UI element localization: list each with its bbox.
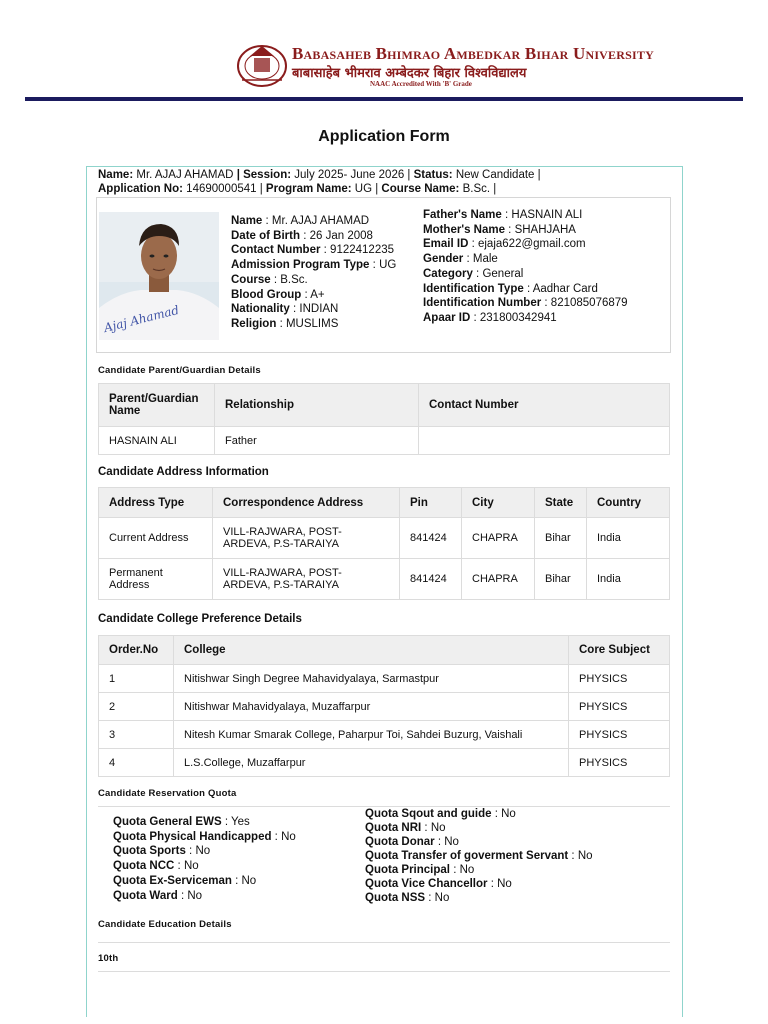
section-divider xyxy=(98,971,670,972)
table-row xyxy=(99,721,670,749)
profile-row: Course : B.Sc. xyxy=(231,273,308,286)
quota-right-column xyxy=(365,807,593,905)
quota-row: Quota NRI : No xyxy=(365,822,446,834)
column-header: Relationship xyxy=(215,384,419,427)
university-header xyxy=(0,0,768,104)
table-cell: Bihar xyxy=(535,559,587,600)
column-header: Parent/Guardian Name xyxy=(99,384,215,427)
page-title: Application Form xyxy=(318,128,450,145)
course-value: B.Sc. xyxy=(462,183,491,195)
column-header: Correspondence Address xyxy=(213,488,400,518)
program-value: UG xyxy=(354,183,373,195)
college-preference-table xyxy=(98,635,670,777)
quota-row: Quota Vice Chancellor : No xyxy=(365,878,512,890)
application-summary: Name: Mr. AJAJ AHAMAD | Session: July 2025- June 2026 | Status: New Candidate | Application No: 14690000541 | Program Name: UG | Course Name: B.Sc. | xyxy=(98,169,541,195)
column-header: College xyxy=(174,636,569,665)
quota-row: Quota Donar : No xyxy=(365,836,459,848)
table-cell: 1 xyxy=(99,665,174,693)
quota-row: Quota Sports : No xyxy=(113,845,211,858)
profile-left-column xyxy=(231,214,396,332)
column-header: State xyxy=(535,488,587,518)
column-header: Contact Number xyxy=(419,384,670,427)
table-cell: HASNAIN ALI xyxy=(99,427,215,455)
table-cell: Nitishwar Singh Degree Mahavidyalaya, Sarmastpur xyxy=(174,665,569,693)
profile-row: Religion : MUSLIMS xyxy=(231,317,339,330)
guardian-table xyxy=(98,383,670,455)
accreditation-text: NAAC Accredited With 'B' Grade xyxy=(370,80,472,88)
candidate-profile-card xyxy=(96,197,671,353)
quota-row: Quota General EWS : Yes xyxy=(113,816,250,828)
profile-row: Apaar ID : 231800342941 xyxy=(423,311,557,324)
table-row xyxy=(99,427,670,455)
university-seal-icon xyxy=(236,40,288,88)
table-cell: L.S.College, Muzaffarpur xyxy=(174,749,569,777)
profile-row: Father's Name : HASNAIN ALI xyxy=(423,209,583,221)
column-header: Order.No xyxy=(99,636,174,665)
name-value: Mr. AJAJ AHAMAD xyxy=(136,169,234,181)
table-cell: Father xyxy=(215,427,419,455)
university-name-hi: बाबासाहेब भीमराव अम्बेदकर बिहार विश्वविद्यालय xyxy=(292,66,527,81)
quota-row: Quota Ex-Serviceman : No xyxy=(113,874,257,887)
column-header: Address Type xyxy=(99,488,213,518)
reservation-section-title: Candidate Reservation Quota xyxy=(98,788,237,799)
college-section-title: Candidate College Preference Details xyxy=(98,613,302,625)
section-divider xyxy=(98,942,670,943)
column-header: Pin xyxy=(400,488,462,518)
table-cell xyxy=(419,427,670,455)
table-row xyxy=(99,749,670,777)
table-cell: India xyxy=(587,518,670,559)
quota-left-column xyxy=(113,815,296,903)
table-header-row xyxy=(99,384,670,427)
table-cell: India xyxy=(587,559,670,600)
session-value: July 2025- June 2026 xyxy=(294,169,405,181)
table-cell: 4 xyxy=(99,749,174,777)
quota-row: Quota Sqout and guide : No xyxy=(365,808,516,820)
table-cell: 841424 xyxy=(400,559,462,600)
education-section-title: Candidate Education Details xyxy=(98,919,232,930)
profile-row: Gender : Male xyxy=(423,253,498,266)
table-cell: VILL-RAJWARA, POST-ARDEVA, P.S-TARAIYA xyxy=(213,559,400,600)
course-label: Course Name: xyxy=(381,183,460,195)
quota-row: Quota NCC : No xyxy=(113,860,199,873)
status-label: Status: xyxy=(413,169,453,181)
candidate-photo xyxy=(99,212,219,340)
column-header: City xyxy=(462,488,535,518)
appno-label: Application No: xyxy=(98,183,183,195)
profile-row: Category : General xyxy=(423,267,524,280)
profile-row: Blood Group : A+ xyxy=(231,288,325,301)
table-row xyxy=(99,665,670,693)
quota-row: Quota Physical Handicapped : No xyxy=(113,830,296,843)
profile-row: Contact Number : 9122412235 xyxy=(231,244,395,257)
column-header: Core Subject xyxy=(569,636,670,665)
table-cell: Current Address xyxy=(99,518,213,559)
table-cell: VILL-RAJWARA, POST-ARDEVA, P.S-TARAIYA xyxy=(213,518,400,559)
education-level: 10th xyxy=(98,953,119,964)
table-cell: Nitishwar Mahavidyalaya, Muzaffarpur xyxy=(174,693,569,721)
table-cell: PHYSICS xyxy=(569,693,670,721)
table-cell: 2 xyxy=(99,693,174,721)
profile-right-column xyxy=(423,208,628,326)
table-header-row xyxy=(99,636,670,665)
header-rule xyxy=(25,97,743,101)
table-cell: Bihar xyxy=(535,518,587,559)
table-cell: PHYSICS xyxy=(569,749,670,777)
status-value: New Candidate xyxy=(455,169,535,181)
name-label: Name: xyxy=(98,169,134,181)
table-cell: Nitesh Kumar Smarak College, Paharpur Toi, Sahdei Buzurg, Vaishali xyxy=(174,721,569,749)
profile-row: Nationality : INDIAN xyxy=(231,303,339,316)
quota-row: Quota Ward : No xyxy=(113,889,203,902)
table-cell: 3 xyxy=(99,721,174,749)
table-cell: Permanent Address xyxy=(99,559,213,600)
profile-row: Name : Mr. AJAJ AHAMAD xyxy=(231,215,370,227)
table-cell: PHYSICS xyxy=(569,721,670,749)
appno-value: 14690000541 xyxy=(186,183,257,195)
quota-row: Quota Transfer of goverment Servant : No xyxy=(365,850,593,862)
guardian-section-title: Candidate Parent/Guardian Details xyxy=(98,365,261,376)
profile-row: Date of Birth : 26 Jan 2008 xyxy=(231,229,373,242)
profile-row: Mother's Name : SHAHJAHA xyxy=(423,223,576,236)
table-cell: CHAPRA xyxy=(462,559,535,600)
table-cell: CHAPRA xyxy=(462,518,535,559)
table-row xyxy=(99,693,670,721)
table-cell: PHYSICS xyxy=(569,665,670,693)
profile-row: Admission Program Type : UG xyxy=(231,259,397,272)
quota-row: Quota Principal : No xyxy=(365,864,475,876)
address-table xyxy=(98,487,670,600)
column-header: Country xyxy=(587,488,670,518)
address-section-title: Candidate Address Information xyxy=(98,466,269,478)
session-label: | Session: xyxy=(236,169,292,181)
table-row xyxy=(99,518,670,559)
profile-row: Identification Number : 821085076879 xyxy=(423,297,628,310)
table-cell: 841424 xyxy=(400,518,462,559)
table-row xyxy=(99,559,670,600)
program-label: Program Name: xyxy=(265,183,352,195)
signature: Ajaj Ahamad xyxy=(102,302,181,336)
profile-row: Identification Type : Aadhar Card xyxy=(423,282,598,295)
profile-row: Email ID : ejaja622@gmail.com xyxy=(423,238,586,251)
university-name-en: Babasaheb Bhimrao Ambedkar Bihar University xyxy=(292,44,654,63)
table-header-row xyxy=(99,488,670,518)
quota-row: Quota NSS : No xyxy=(365,892,450,904)
